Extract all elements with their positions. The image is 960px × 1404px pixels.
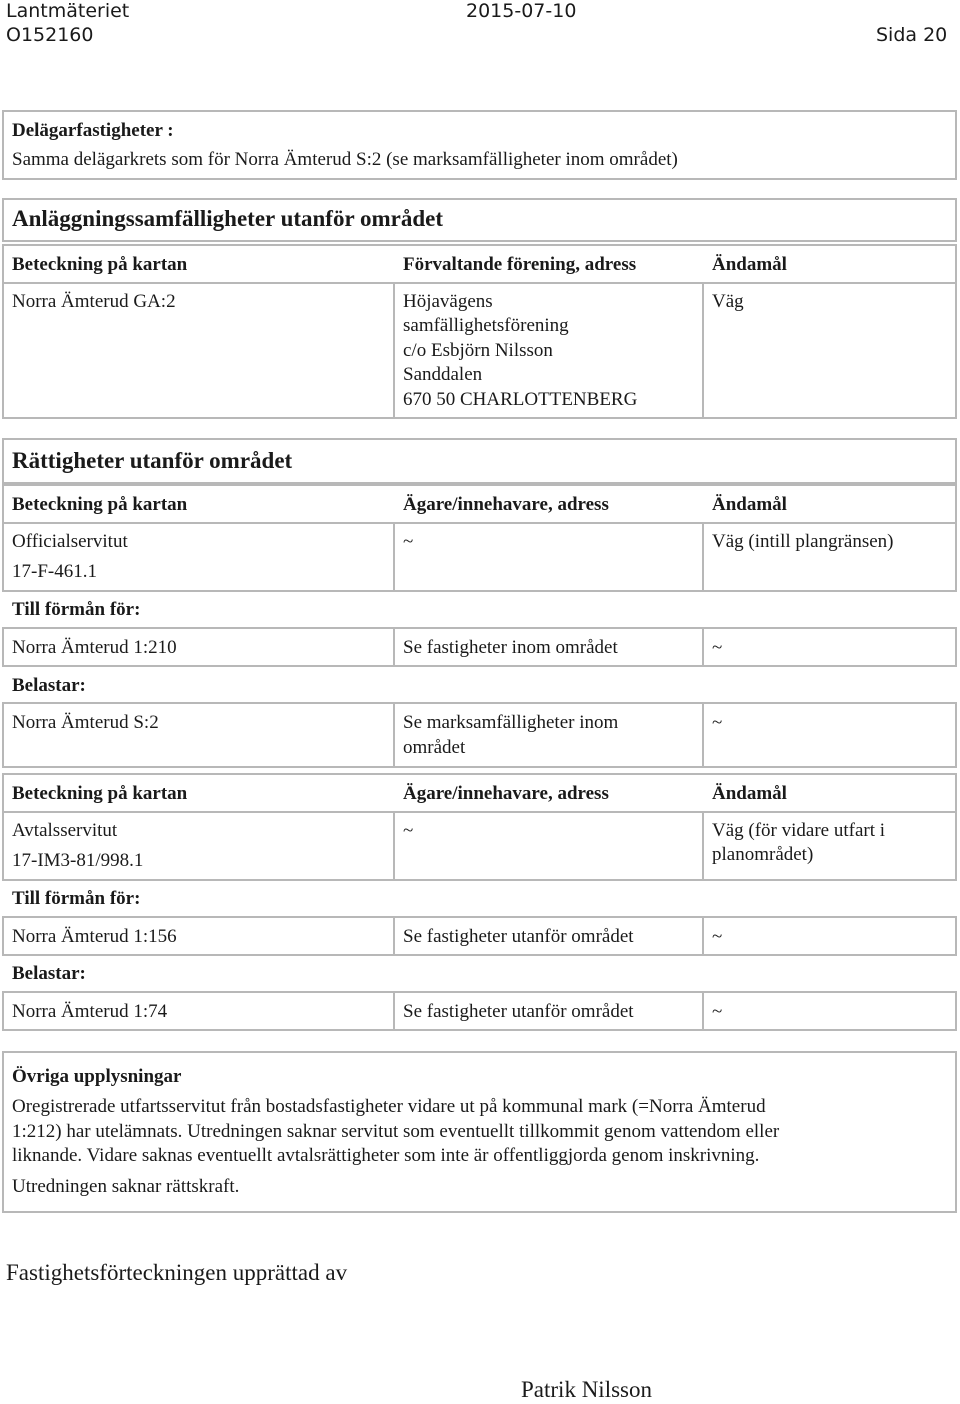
divider xyxy=(702,282,704,419)
address-line: Höjavägens xyxy=(403,291,493,312)
divider xyxy=(393,522,395,592)
belastar-ref: Se marksamfälligheter inom xyxy=(403,712,619,733)
rattigheter-col1: Beteckning på kartan xyxy=(12,783,188,804)
divider xyxy=(702,522,704,592)
divider xyxy=(702,702,704,768)
address-line: 670 50 CHARLOTTENBERG xyxy=(403,389,638,410)
formon-tilde: ~ xyxy=(712,926,723,947)
belastar-ref: området xyxy=(403,737,466,758)
servitut-id: 17-IM3-81/998.1 xyxy=(12,850,144,871)
divider xyxy=(393,702,395,768)
formon-label: Till förmån för: xyxy=(12,599,141,620)
divider xyxy=(393,282,395,419)
anlaggning-andamal: Väg xyxy=(712,291,744,312)
rattigheter-col3: Ändamål xyxy=(712,783,787,804)
formon-ref: Se fastigheter utanför området xyxy=(403,926,634,947)
divider xyxy=(393,916,395,956)
formon-name: Norra Ämterud 1:210 xyxy=(12,637,177,658)
rattigheter-col3: Ändamål xyxy=(712,494,787,515)
delagar-text: Samma delägarkrets som för Norra Ämterud S:2 (se marksamfälligheter inom området) xyxy=(12,149,678,170)
divider xyxy=(393,627,395,667)
delagar-title: Delägarfastigheter : xyxy=(12,120,174,141)
servitut-type: Avtalsservitut xyxy=(12,820,118,841)
servitut-andamal: planområdet) xyxy=(712,844,814,865)
formon-tilde: ~ xyxy=(712,637,723,658)
divider xyxy=(702,627,704,667)
signatory-name: Patrik Nilsson xyxy=(521,1377,652,1402)
ovriga-line: Oregistrerade utfartsservitut från bostadsfastigheter vidare ut på kommunal mark (=Norra Ämterud xyxy=(12,1096,766,1117)
belastar-name: Norra Ämterud 1:74 xyxy=(12,1001,168,1022)
address-line: samfällighetsförening xyxy=(403,315,569,336)
servitut-andamal: Väg (för vidare utfart i xyxy=(712,820,886,841)
rattigheter-col2: Ägare/innehavare, adress xyxy=(403,494,609,515)
servitut-owner: ~ xyxy=(403,531,414,552)
belastar-tilde: ~ xyxy=(712,1001,723,1022)
rattigheter-col1: Beteckning på kartan xyxy=(12,494,188,515)
formon-ref: Se fastigheter inom området xyxy=(403,637,618,658)
ovriga-last: Utredningen saknar rättskraft. xyxy=(12,1176,240,1197)
divider xyxy=(393,991,395,1031)
servitut-id: 17-F-461.1 xyxy=(12,561,97,582)
divider xyxy=(393,811,395,881)
document-id: O152160 xyxy=(6,24,94,46)
servitut-type: Officialservitut xyxy=(12,531,128,552)
belastar-name: Norra Ämterud S:2 xyxy=(12,712,159,733)
servitut-owner: ~ xyxy=(403,820,414,841)
anlaggning-col3: Ändamål xyxy=(712,254,787,275)
page-number: Sida 20 xyxy=(876,24,948,46)
ovriga-title: Övriga upplysningar xyxy=(12,1066,182,1087)
anlaggning-col2: Förvaltande förening, adress xyxy=(403,254,637,275)
anlaggning-beteckning: Norra Ämterud GA:2 xyxy=(12,291,176,312)
formon-label: Till förmån för: xyxy=(12,888,141,909)
ovriga-line: liknande. Vidare saknas eventuellt avtalsrättigheter som inte är offentliggjorda genom inskrivning. xyxy=(12,1145,760,1166)
rattigheter-col2: Ägare/innehavare, adress xyxy=(403,783,609,804)
divider xyxy=(702,916,704,956)
formon-name: Norra Ämterud 1:156 xyxy=(12,926,177,947)
ovriga-line: 1:212) har utelämnats. Utredningen saknar servitut som eventuellt tillkommit genom vattendom eller xyxy=(12,1121,780,1142)
anlaggning-title: Anläggningssamfälligheter utanför området xyxy=(12,206,444,231)
divider xyxy=(702,991,704,1031)
address-line: c/o Esbjörn Nilsson xyxy=(403,340,553,361)
divider xyxy=(702,811,704,881)
belastar-label: Belastar: xyxy=(12,675,86,696)
rattigheter-title: Rättigheter utanför området xyxy=(12,448,293,473)
upprattad-label: Fastighetsförteckningen upprättad av xyxy=(6,1260,348,1285)
servitut-andamal: Väg (intill plangränsen) xyxy=(712,531,894,552)
belastar-label: Belastar: xyxy=(12,963,86,984)
belastar-ref: Se fastigheter utanför området xyxy=(403,1001,634,1022)
org-name: Lantmäteriet xyxy=(6,0,130,22)
document-date: 2015-07-10 xyxy=(466,0,577,22)
address-line: Sanddalen xyxy=(403,364,483,385)
anlaggning-col1: Beteckning på kartan xyxy=(12,254,188,275)
belastar-tilde: ~ xyxy=(712,712,723,733)
